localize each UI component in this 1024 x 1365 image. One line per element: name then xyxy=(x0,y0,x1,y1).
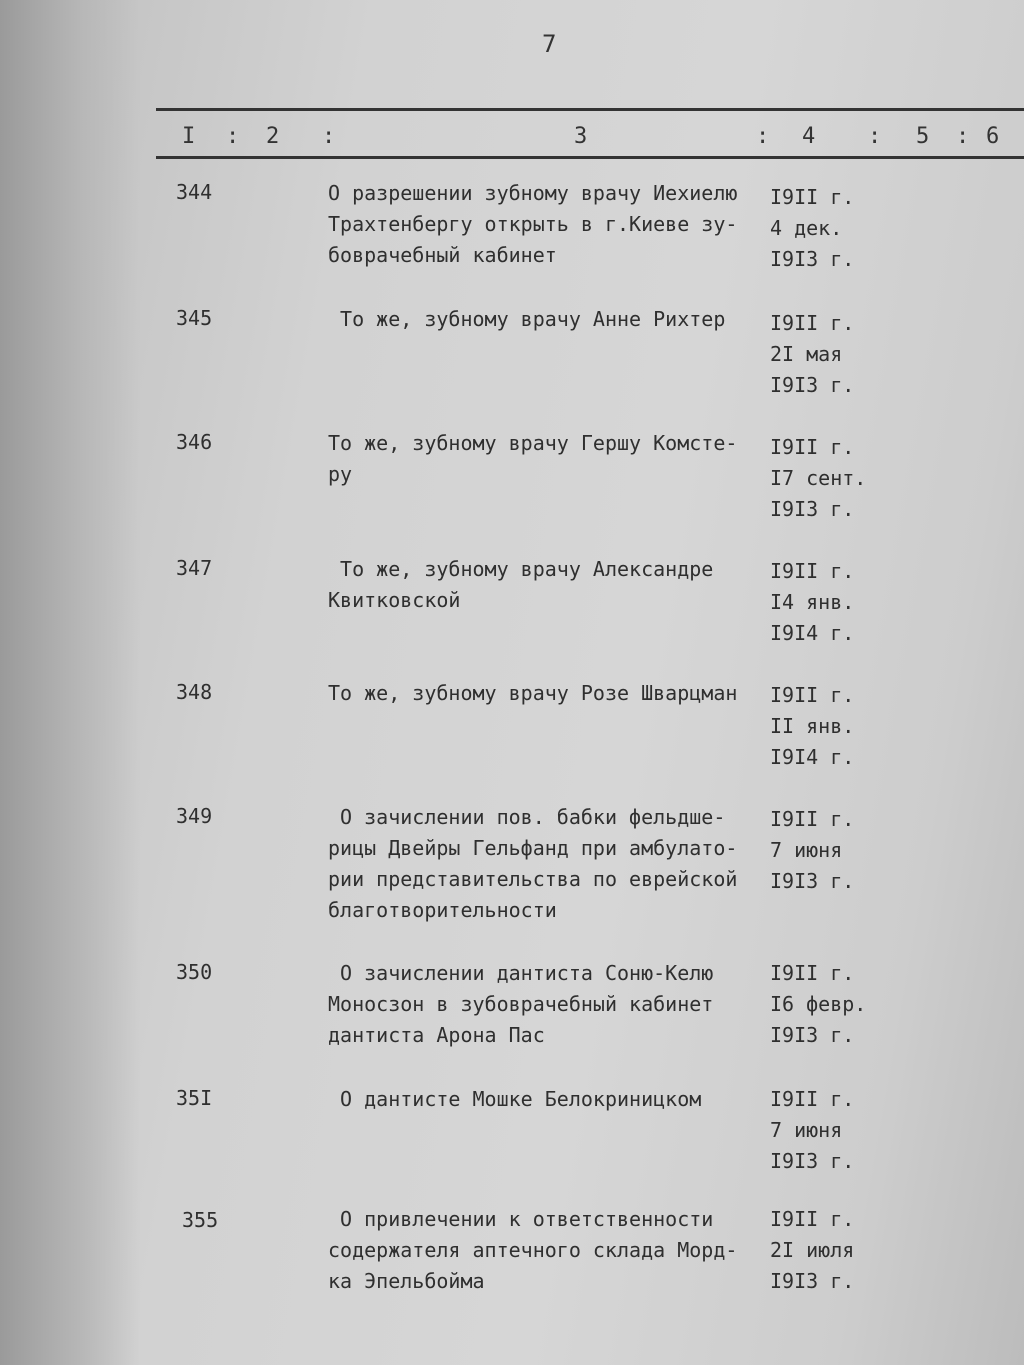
header-separator-2: : xyxy=(322,124,336,149)
entry-title: То же, зубному врачу Розе Шварцман xyxy=(328,681,738,705)
entry-dates: I9II г. I4 янв. I9I4 г. xyxy=(770,559,855,645)
entry-dates: I9II г. II янв. I9I4 г. xyxy=(770,683,855,769)
entry-title: О зачислении дантиста Соню-Келю Моносзон в зубоврачебный кабинет дантиста Арона Пас xyxy=(328,961,714,1047)
entry-title: То же, зубному врачу Анне Рихтер xyxy=(328,307,726,331)
entry-dates: I9II г. I6 февр. I9I3 г. xyxy=(770,961,867,1047)
entry-title: О дантисте Мошке Белокриницком xyxy=(328,1087,702,1111)
header-top-rule xyxy=(156,108,1024,111)
entry-number: 348 xyxy=(176,680,213,704)
page-binding-shadow xyxy=(0,0,140,1365)
header-bottom-rule xyxy=(156,156,1024,159)
entry-number: 350 xyxy=(176,960,213,984)
header-col-1: I xyxy=(182,124,196,149)
header-separator-1: : xyxy=(226,124,240,149)
entry-dates: I9II г. 7 июня I9I3 г. xyxy=(770,807,855,893)
header-col-6: 6 xyxy=(986,124,1000,149)
header-separator-5: : xyxy=(956,124,970,149)
header-separator-3: : xyxy=(756,124,770,149)
entry-number: 347 xyxy=(176,556,213,580)
entry-number: 344 xyxy=(176,180,213,204)
header-separator-4: : xyxy=(868,124,882,149)
entry-title: То же, зубному врачу Александре Квитковской xyxy=(328,557,714,612)
entry-number: 349 xyxy=(176,804,213,828)
entry-dates: I9II г. 7 июня I9I3 г. xyxy=(770,1087,855,1173)
entry-title: О зачислении пов. бабки фельдше- рицы Двейры Гельфанд при амбулато- рии представительства по еврейской благотворительности xyxy=(328,805,738,922)
header-col-3: 3 xyxy=(574,124,588,149)
entry-dates: I9II г. 2I июля I9I3 г. xyxy=(770,1207,855,1293)
header-col-5: 5 xyxy=(916,124,930,149)
entry-number: 35I xyxy=(176,1086,213,1110)
entry-title: То же, зубному врачу Гершу Комсте- ру xyxy=(328,431,738,486)
entry-dates: I9II г. 4 дек. I9I3 г. xyxy=(770,185,855,271)
entry-title: О разрешении зубному врачу Иехиелю Трахтенбергу открыть в г.Киеве зу- боврачебный кабинет xyxy=(328,181,738,267)
entry-number: 346 xyxy=(176,430,213,454)
entry-title: О привлечении к ответственности содержателя аптечного склада Морд- ка Эпельбойма xyxy=(328,1207,738,1293)
page-number: 7 xyxy=(542,30,557,58)
entry-dates: I9II г. I7 сент. I9I3 г. xyxy=(770,435,867,521)
header-col-2: 2 xyxy=(266,124,280,149)
entry-number: 355 xyxy=(182,1208,219,1232)
header-col-4: 4 xyxy=(802,124,816,149)
entry-dates: I9II г. 2I мая I9I3 г. xyxy=(770,311,855,397)
entry-number: 345 xyxy=(176,306,213,330)
